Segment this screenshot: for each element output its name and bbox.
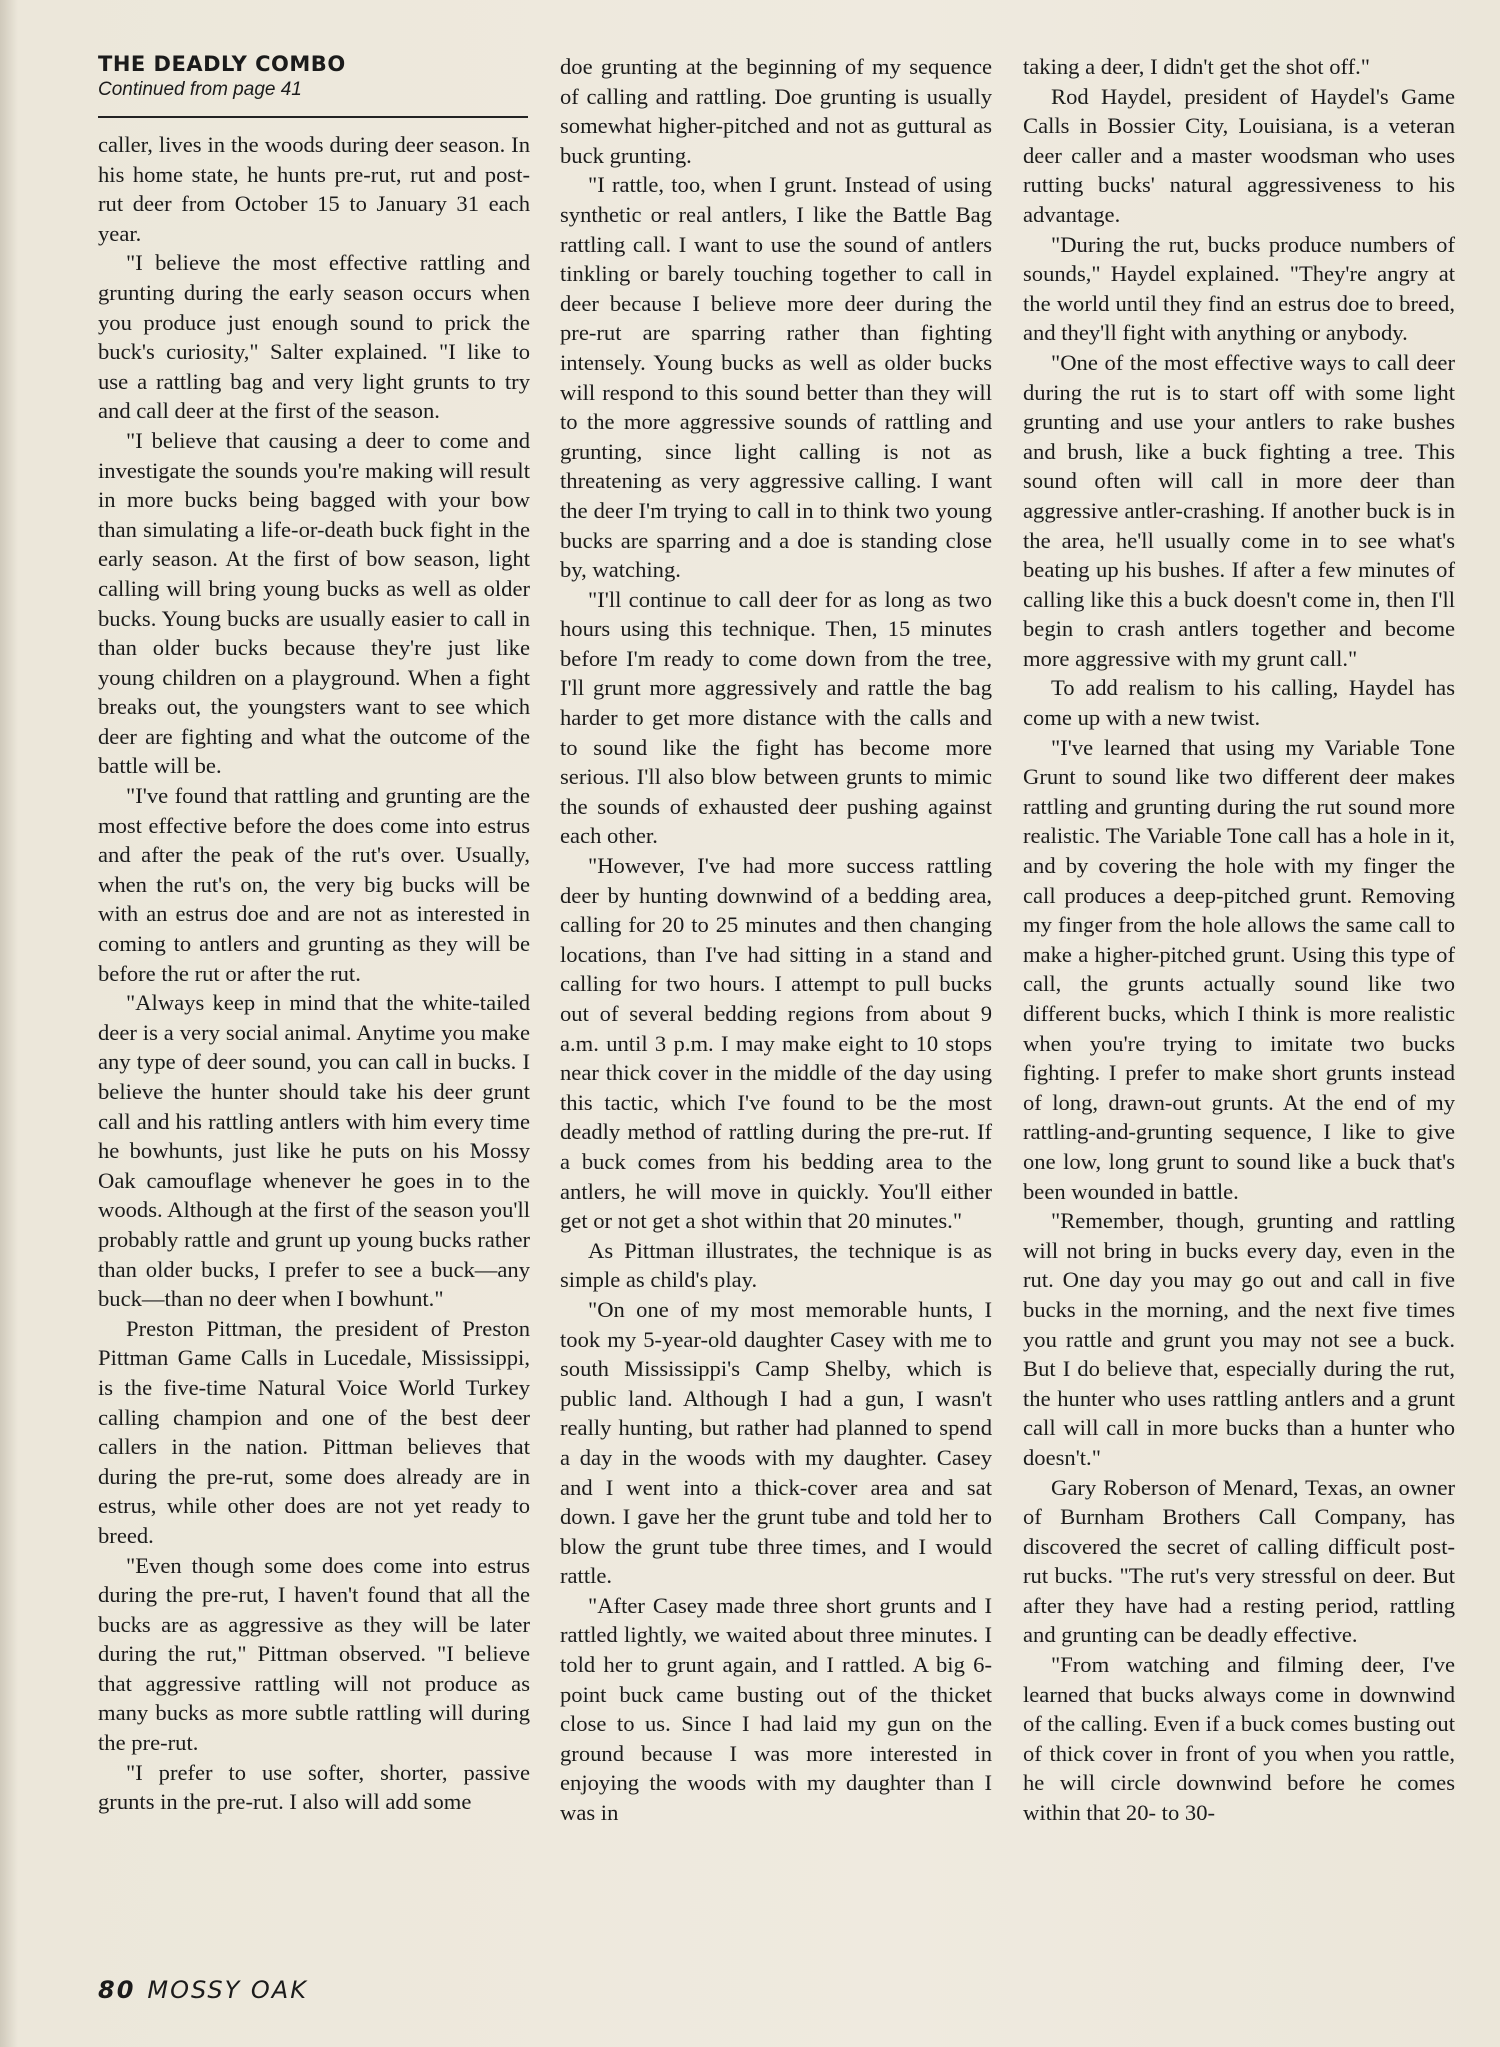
page-number: 80	[98, 1976, 136, 2004]
paragraph: "Always keep in mind that the white-tailed deer is a very social animal. Anytime you make any type of deer sound, you can call in bucks. I believe the hunter should take his deer grunt call and his rattling antlers with him every time he bowhunts, just like he puts on his Mossy Oak camouflage whenever he goes in to the woods. Although at the first of the season you'll probably rattle and grunt up young bucks rather than older bucks, I prefer to see a buck—any buck—than no deer when I bowhunt."	[98, 990, 530, 1312]
paragraph: doe grunting at the beginning of my sequence of calling and rattling. Doe grunting is usually somewhat higher-pitched and not as guttural as buck grunting.	[560, 54, 992, 168]
paragraph: "I rattle, too, when I grunt. Instead of using synthetic or real antlers, I like the Battle Bag rattling call. I want to use the sound of antlers tinkling or barely touching together to call in deer because I believe more deer during the pre-rut are sparring rather than fighting intensely. Young bucks as well as older bucks will respond to this sound better than they will to the more aggressive sounds of rattling and grunting, since light calling is not as threatening as very aggressive calling. I want the deer I'm trying to call in to think two young bucks are sparring and a doe is standing close by, watching.	[560, 172, 992, 583]
article-column-1	[98, 52, 530, 1817]
paragraph: "Remember, though, grunting and rattling will not bring in bucks every day, even in the rut. One day you may go out and call in five bucks in the morning, and the next five times you rattle and grunt you may not see a buck. But I do believe that, especially during the rut, the hunter who uses rattling antlers and a grunt call will call in more bucks than a hunter who doesn't."	[1023, 1208, 1455, 1470]
paragraph: As Pittman illustrates, the technique is as simple as child's play.	[560, 1237, 992, 1293]
paragraph: "I'll continue to call deer for as long as two hours using this technique. Then, 15 minutes before I'm ready to come down from the tree, I'll grunt more aggressively and rattle the bag harder to get more distance with the calls and to sound like the fight has become more serious. I'll also blow between grunts to mimic the sounds of exhausted deer pushing against each other.	[560, 586, 992, 849]
paragraph: Preston Pittman, the president of Preston Pittman Game Calls in Lucedale, Mississippi, is the five-time Natural Voice World Turkey calling champion and one of the best deer callers in the nation. Pittman believes that during the pre-rut, some does already are in estrus, while other does are not yet ready to breed.	[98, 1315, 530, 1548]
paragraph: "After Casey made three short grunts and I rattled lightly, we waited about three minutes. I told her to grunt again, and I rattled. A big 6-point buck came busting out of the thicket close to us. Since I had laid my gun on the ground because I was more interested in enjoying the woods with my daughter than I was in	[560, 1592, 992, 1826]
continued-line: Continued from page 41	[98, 79, 302, 100]
paragraph: taking a deer, I didn't get the shot off."	[1023, 54, 1371, 79]
paragraph: caller, lives in the woods during deer season. In his home state, he hunts pre-rut, rut and post-rut deer from October 15 to January 31 each year.	[98, 132, 530, 246]
paragraph: "I believe the most effective rattling and grunting during the early season occurs when you produce just enough sound to prick the buck's curiosity," Salter explained. "I like to use a rattling bag and very light grunts to try and call deer at the first of the season.	[98, 250, 530, 424]
header-rule	[98, 116, 528, 118]
article-header	[98, 52, 530, 118]
paragraph: "One of the most effective ways to call deer during the rut is to start off with some light grunting and use your antlers to rake bushes and brush, like a buck fighting a tree. This sound often will call in more deer than aggressive antler-crashing. If another buck is in the area, he'll usually come in to see what's beating up his bushes. If after a few minutes of calling like this a buck doesn't come in, then I'll begin to crash antlers together and become more aggressive with my grunt call."	[1023, 349, 1455, 671]
paragraph: "I've found that rattling and grunting are the most effective before the does come into estrus and after the peak of the rut's over. Usually, when the rut's on, the very big bucks will be with an estrus doe and are not as interested in coming to antlers and grunting as they will be before the rut or after the rut.	[98, 783, 530, 986]
paragraph: To add realism to his calling, Haydel has come up with a new twist.	[1023, 675, 1455, 731]
paragraph: "From watching and filming deer, I've learned that bucks always come in downwind of the calling. Even if a buck comes busting out of thick cover in front of you when you rattle, he will circle downwind before he comes within that 20- to 30-	[1023, 1652, 1455, 1826]
paragraph: Rod Haydel, president of Haydel's Game Calls in Bossier City, Louisiana, is a veteran deer caller and a master woodsman who uses rutting bucks' natural aggressiveness to his advantage.	[1023, 83, 1455, 227]
paragraph: "However, I've had more success rattling deer by hunting downwind of a bedding area, calling for 20 to 25 minutes and then changing locations, than I've had sitting in a stand and calling for two hours. I attempt to pull bucks out of several bedding regions from about 9 a.m. until 3 p.m. I may make eight to 10 stops near thick cover in the middle of the day using this tactic, which I've found to be the most deadly method of rattling during the pre-rut. If a buck comes from his bedding area to the antlers, he will move in quickly. You'll either get or not get a shot within that 20 minutes."	[560, 853, 992, 1234]
article-kicker: THE DEADLY COMBO	[98, 52, 346, 76]
paragraph: "On one of my most memorable hunts, I took my 5-year-old daughter Casey with me to south Mississippi's Camp Shelby, which is public land. Although I had a gun, I wasn't really hunting, but rather had planned to spend a day in the woods with my daughter. Casey and I went into a thick-cover area and sat down. I gave her the grunt tube and told her to blow the grunt tube three times, and I would rattle.	[560, 1296, 992, 1589]
paragraph: "Even though some does come into estrus during the pre-rut, I haven't found that all the bucks are as aggressive as they will be later during the rut," Pittman observed. "I believe that aggressive rattling will not produce as many bucks as more subtle rattling will during the pre-rut.	[98, 1552, 530, 1756]
paragraph: "I prefer to use softer, shorter, passive grunts in the pre-rut. I also will add some	[98, 1759, 530, 1815]
magazine-name: MOSSY OAK	[147, 1976, 308, 2004]
paragraph: "During the rut, bucks produce numbers of sounds," Haydel explained. "They're angry at the world until they find an estrus doe to breed, and they'll fight with anything or anybody.	[1023, 231, 1455, 346]
article-column-3	[1023, 52, 1455, 1828]
page-footer	[98, 1976, 308, 2004]
paragraph: "I believe that causing a deer to come and investigate the sounds you're making will result in more bucks being bagged with your bow than simulating a life-or-death buck fight in the early season. At the first of bow season, light calling will bring young bucks as well as older bucks. Young bucks are usually easier to call in than older bucks because they're just like young children on a playground. When a fight breaks out, the youngsters want to see which deer are fighting and what the outcome of the battle will be.	[98, 427, 530, 779]
paragraph: "I've learned that using my Variable Tone Grunt to sound like two different deer makes rattling and grunting during the rut sound more realistic. The Variable Tone call has a hole in it, and by covering the hole with my finger the call produces a deep-pitched grunt. Removing my finger from the hole allows the same call to make a higher-pitched grunt. Using this type of call, the grunts actually sound like two different bucks, which I think is more realistic when you're trying to imitate two bucks fighting. I prefer to make short grunts instead of long, drawn-out grunts. At the end of my rattling-and-grunting sequence, I like to give one low, long grunt to sound like a buck that's been wounded in battle.	[1023, 734, 1455, 1204]
article-column-2	[560, 52, 992, 1828]
paragraph: Gary Roberson of Menard, Texas, an owner of Burnham Brothers Call Company, has discovered the secret of calling difficult post-rut bucks. "The rut's very stressful on deer. But after they have had a resting period, rattling and grunting can be deadly effective.	[1023, 1474, 1455, 1648]
